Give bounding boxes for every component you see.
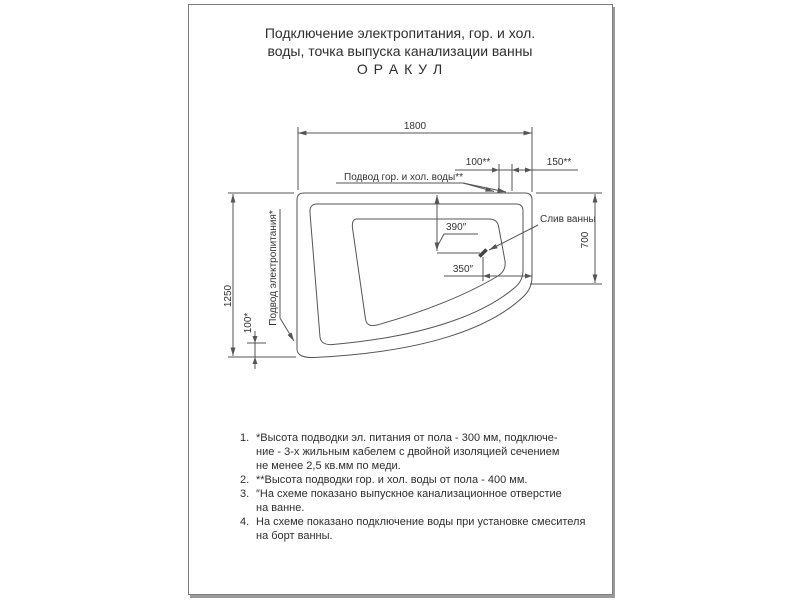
note-line: не менее 2,5 кв.мм по меди. (256, 460, 401, 472)
water-supply-label: Подвод гор. и хол. воды** (344, 172, 463, 183)
power-supply-label: Подвод электропитания* (268, 210, 279, 326)
note-item-3 (240, 487, 590, 515)
title-line-2: воды, точка выпуска канализации ванны (267, 43, 533, 59)
note-number: 1. (240, 432, 250, 444)
tub-rim-outline (310, 204, 523, 345)
note-line: на борт ванны. (256, 530, 333, 542)
note-line: ″На схеме показано выпускное канализационное отверстие (256, 488, 562, 500)
water-supply-callout (336, 172, 506, 192)
dimension-700 (530, 193, 602, 284)
dimension-100-left (247, 331, 266, 369)
note-item-2 (240, 473, 590, 487)
note-number: 4. (240, 516, 250, 528)
dimension-700-label: 700 (580, 231, 591, 249)
power-supply-callout (268, 209, 294, 341)
note-line: на ванне. (256, 502, 305, 514)
note-line: На схеме показано подключение воды при установке смесителя (256, 516, 586, 528)
note-item-1 (240, 431, 590, 473)
bathtub-outline (297, 193, 532, 358)
drain-label: Слив ванны (540, 214, 596, 225)
dimension-1250 (228, 193, 296, 357)
note-number: 3. (240, 488, 250, 500)
dimension-390-label: 390″ (446, 222, 467, 233)
dimension-350-label: 350″ (452, 264, 474, 275)
dimension-100-left-label: 100* (243, 312, 254, 334)
dimension-100-top-label: 100** (465, 157, 491, 168)
title-line-1: Подключение электропитания, гор. и хол. (264, 25, 536, 41)
dimension-1800-label: 1800 (403, 121, 427, 132)
tub-outer-outline (297, 193, 532, 358)
note-line: **Высота подводки гор. и хол. воды от пола - 400 мм. (256, 474, 528, 486)
notes-list (240, 431, 590, 543)
note-item-4 (240, 515, 590, 543)
dimension-150-top-label: 150** (546, 157, 572, 168)
tub-bowl-outline (352, 219, 505, 326)
dimension-1250-label: 1250 (223, 284, 234, 308)
note-line: *Высота подводки эл. питания от пола - 300 мм, подключе- (256, 432, 558, 444)
dimension-top-offsets (455, 164, 578, 191)
note-line: ние - 3-х жильным кабелем с двойной изоляцией сечением (256, 446, 560, 458)
note-number: 2. (240, 474, 250, 486)
title-line-3: О Р А К У Л (356, 61, 444, 77)
